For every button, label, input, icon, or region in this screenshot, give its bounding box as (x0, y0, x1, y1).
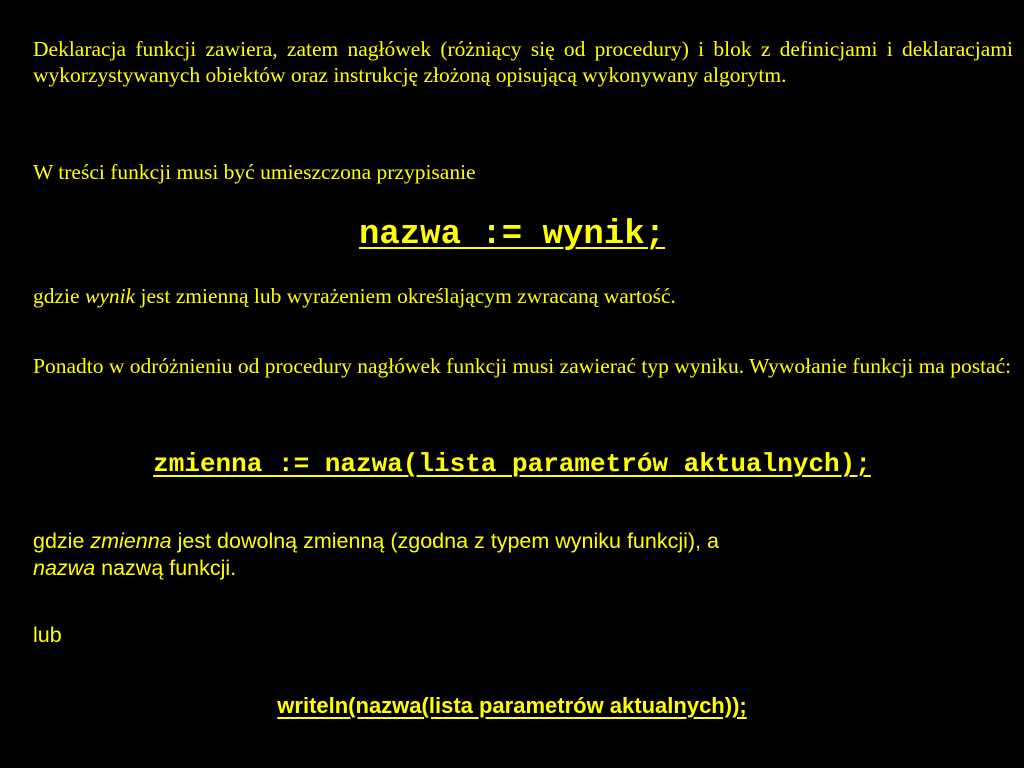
code-function-call: zmienna := nazwa(lista parametrów aktualnych); (153, 449, 871, 479)
paragraph-wynik-definition (33, 283, 1013, 309)
paragraph-prefix: gdzie (33, 529, 91, 553)
paragraph-prefix: gdzie (33, 284, 85, 308)
paragraph-middle: jest dowolną zmienną (zgodna z typem wyniku funkcji), a (171, 529, 719, 553)
paragraph-suffix: jest zmienną lub wyrażeniem określającym zwracaną wartość. (135, 284, 676, 308)
term-zmienna: zmienna (90, 529, 172, 553)
paragraph-function-declaration: Deklaracja funkcji zawiera, zatem nagłówek (różniący się od procedury) i blok z definicjami i deklaracjami wykorzystywanych obiektów oraz instrukcję złożoną opisującą wykonywany algorytm. (33, 37, 1013, 87)
term-wynik: wynik (84, 284, 136, 308)
paragraph-function-header: Ponadto w odróżnieniu od procedury nagłówek funkcji musi zawierać typ wyniku. Wywołanie funkcji ma postać: (33, 354, 1012, 378)
term-nazwa: nazwa (33, 556, 96, 580)
paragraph-lub: lub (33, 623, 62, 647)
paragraph-suffix: nazwą funkcji. (95, 556, 237, 580)
code-assignment: nazwa := wynik; (358, 216, 666, 254)
code-writeln: writeln(nazwa(lista parametrów aktualnych)); (277, 693, 747, 718)
paragraph-zmienna-definition (33, 528, 1013, 582)
paragraph-assignment-requirement: W treści funkcji musi być umieszczona przypisanie (33, 160, 476, 184)
